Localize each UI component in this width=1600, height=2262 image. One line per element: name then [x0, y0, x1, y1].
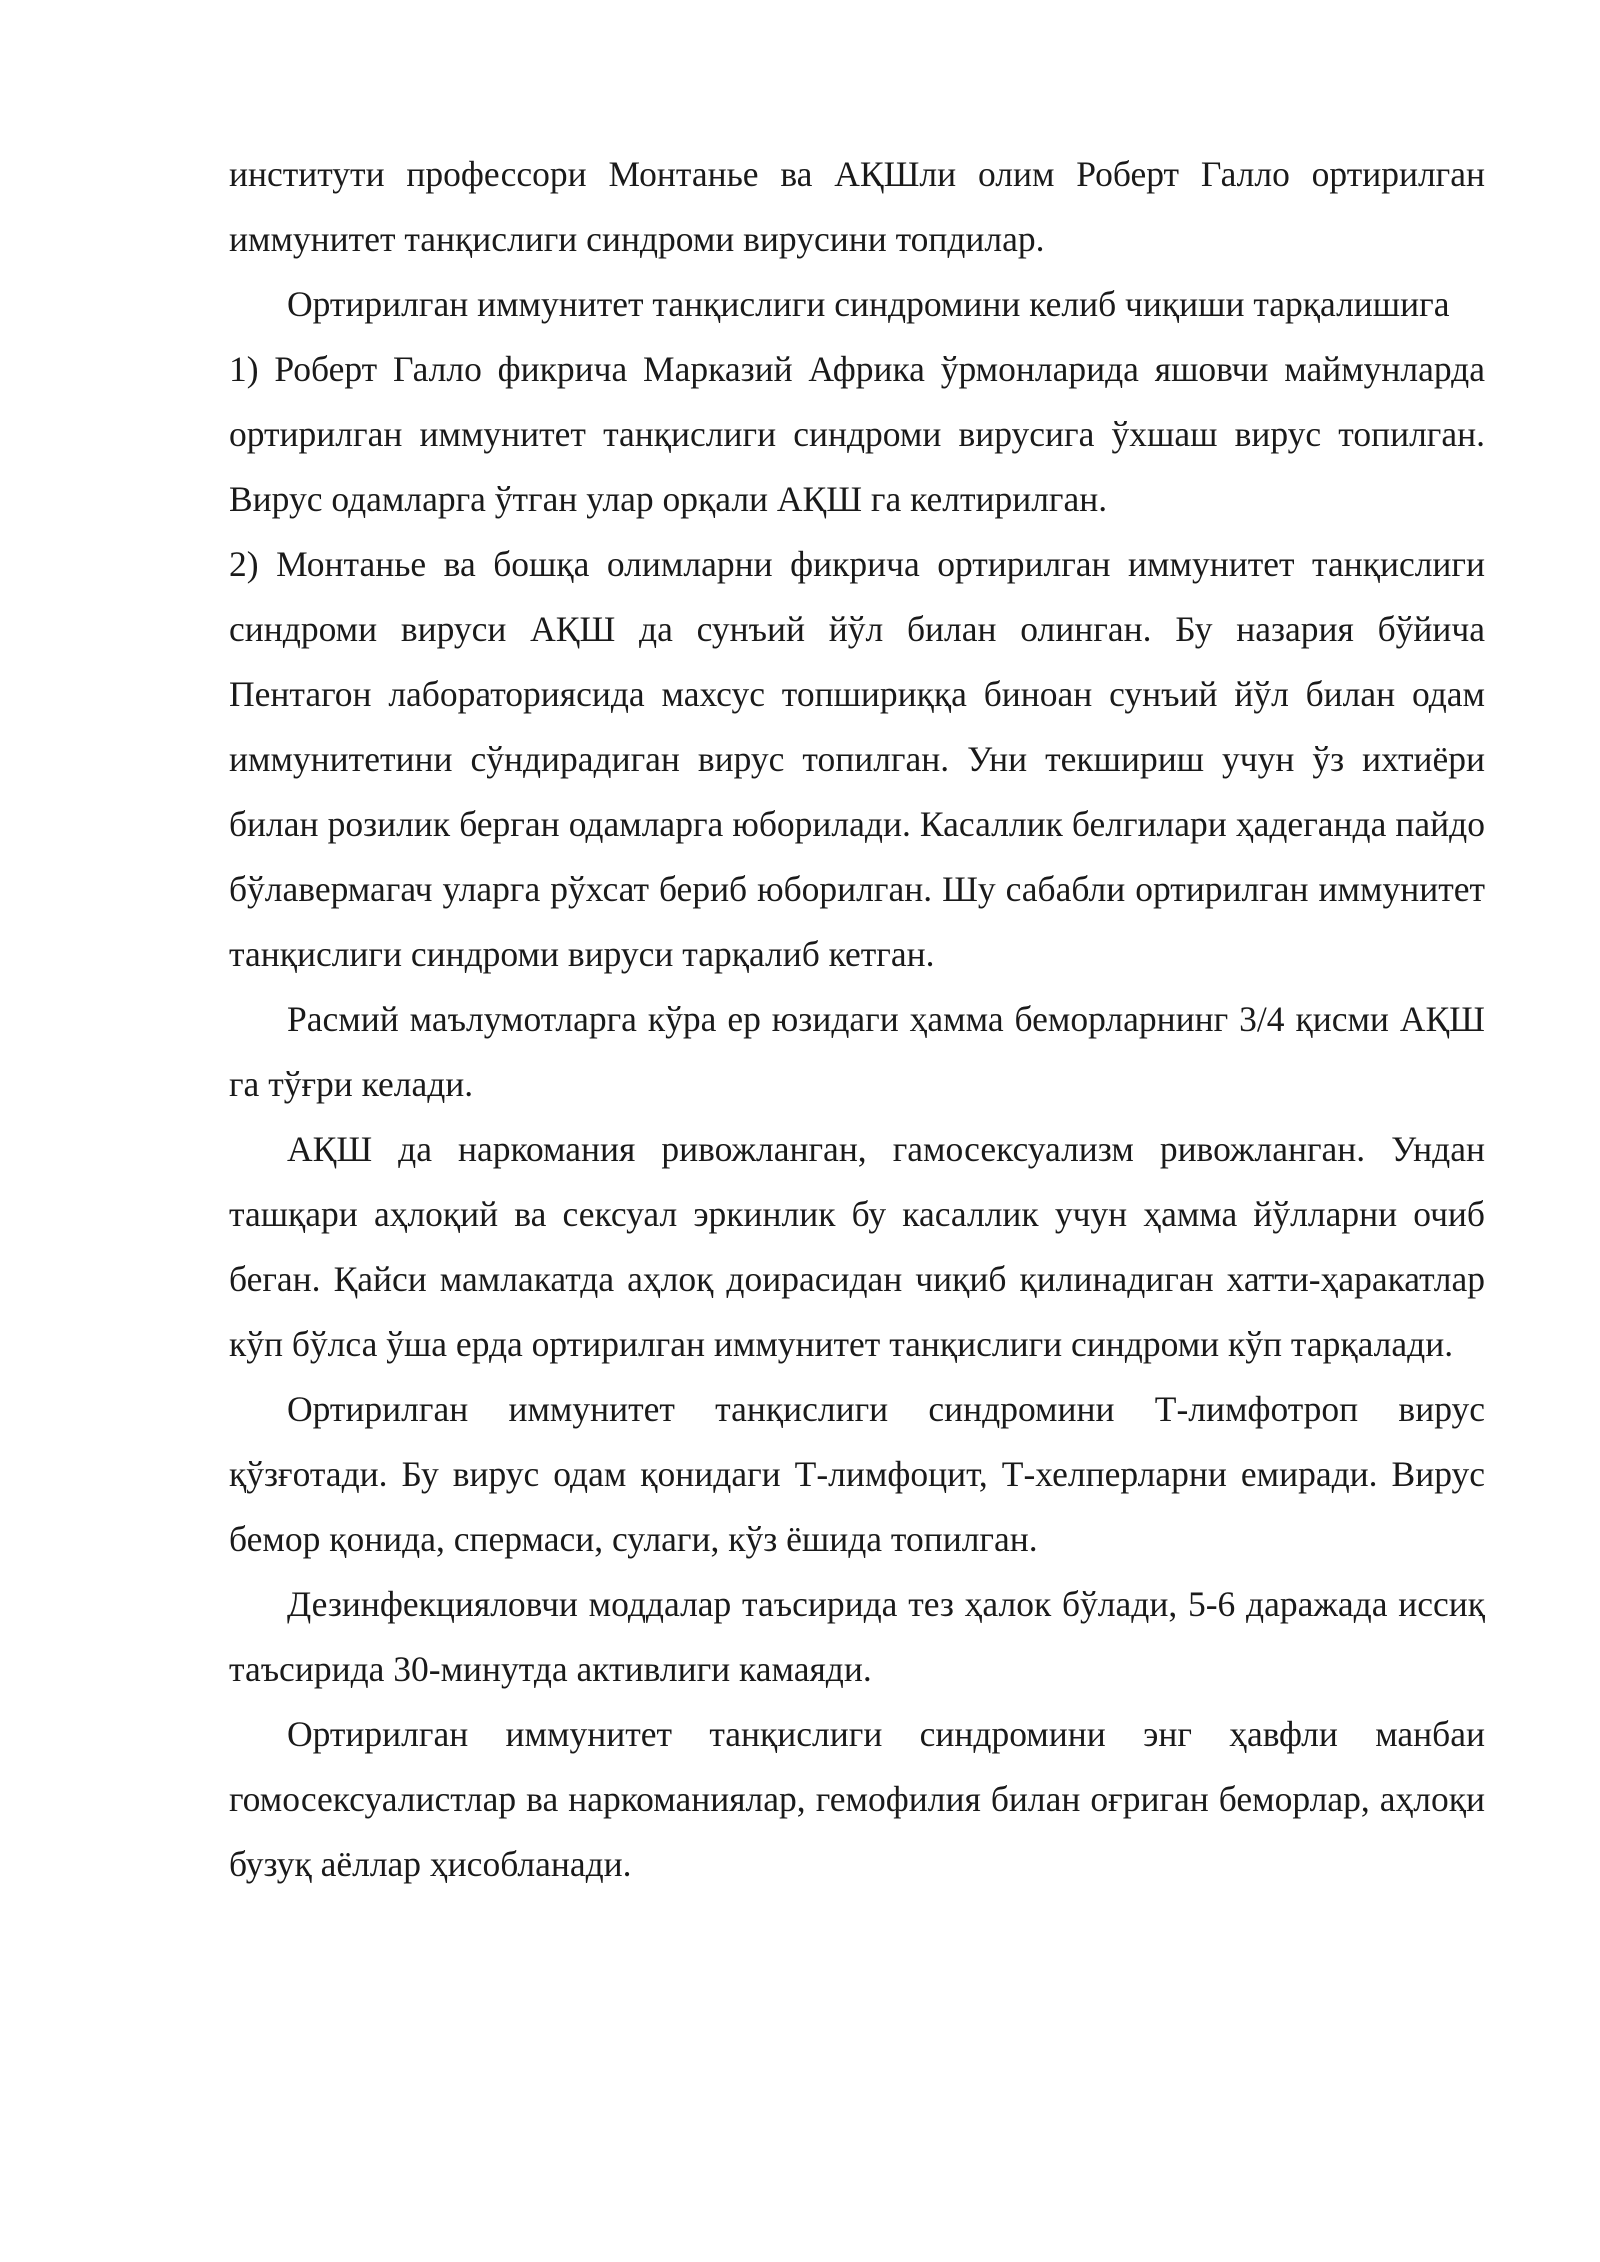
paragraph-1: институти профессори Монтанье ва АҚШли олим Роберт Галло ортирилган иммунитет танқислиги синдроми вирусини топдилар.: [229, 154, 1485, 259]
document-body: [229, 142, 1485, 1897]
paragraph-9: Ортирилган иммунитет танқислиги синдромини энг ҳавфли манбаи гомосексуалистлар ва наркоманиялар, гемофилия билан оғриган беморлар, аҳлоқи бузуқ аёллар ҳисобланади.: [229, 1714, 1485, 1884]
paragraph-8: Дезинфекцияловчи моддалар таъсирида тез ҳалок бўлади, 5-6 даражада иссиқ таъсирида 30-минутда активлиги камаяди.: [229, 1584, 1485, 1689]
paragraph-5: Расмий маълумотларга кўра ер юзидаги ҳамма беморларнинг 3/4 қисми АҚШ га тўғри келади.: [229, 999, 1485, 1104]
paragraph-6: АҚШ да наркомания ривожланган, гамосексуализм ривожланган. Ундан ташқари аҳлоқий ва сексуал эркинлик бу касаллик учун ҳамма йўлларни очиб беган. Қайси мамлакатда аҳлоқ доирасидан чиқиб қилинадиган хатти-ҳаракатлар кўп бўлса ўша ерда ортирилган иммунитет танқислиги синдроми кўп тарқалади.: [229, 1129, 1485, 1364]
paragraph-3: 1) Роберт Галло фикрича Марказий Африка ўрмонларида яшовчи маймунларда ортирилган иммунитет танқислиги синдроми вирусига ўхшаш вирус топилган. Вирус одамларга ўтган улар орқали АҚШ га келтирилган.: [229, 349, 1485, 519]
paragraph-4: 2) Монтанье ва бошқа олимларни фикрича ортирилган иммунитет танқислиги синдроми вируси АҚШ да сунъий йўл билан олинган. Бу назария бўйича Пентагон лабораториясида махсус топшириққа биноан сунъий йўл билан одам иммунитетини сўндирадиган вирус топилган. Уни текшириш учун ўз ихтиёри билан розилик берган одамларга юборилади. Касаллик белгилари ҳадеганда пайдо бўлавермагач уларга рўхсат бериб юборилган. Шу сабабли ортирилган иммунитет танқислиги синдроми вируси тарқалиб кетган.: [229, 544, 1485, 974]
paragraph-7: Ортирилган иммунитет танқислиги синдромини Т-лимфотроп вирус қўзғотади. Бу вирус одам қонидаги Т-лимфоцит, Т-хелперларни емиради. Вирус бемор қонида, спермаси, сулаги, кўз ёшида топилган.: [229, 1389, 1485, 1559]
paragraph-2: Ортирилган иммунитет танқислиги синдромини келиб чиқиши тарқалишига: [287, 284, 1450, 324]
